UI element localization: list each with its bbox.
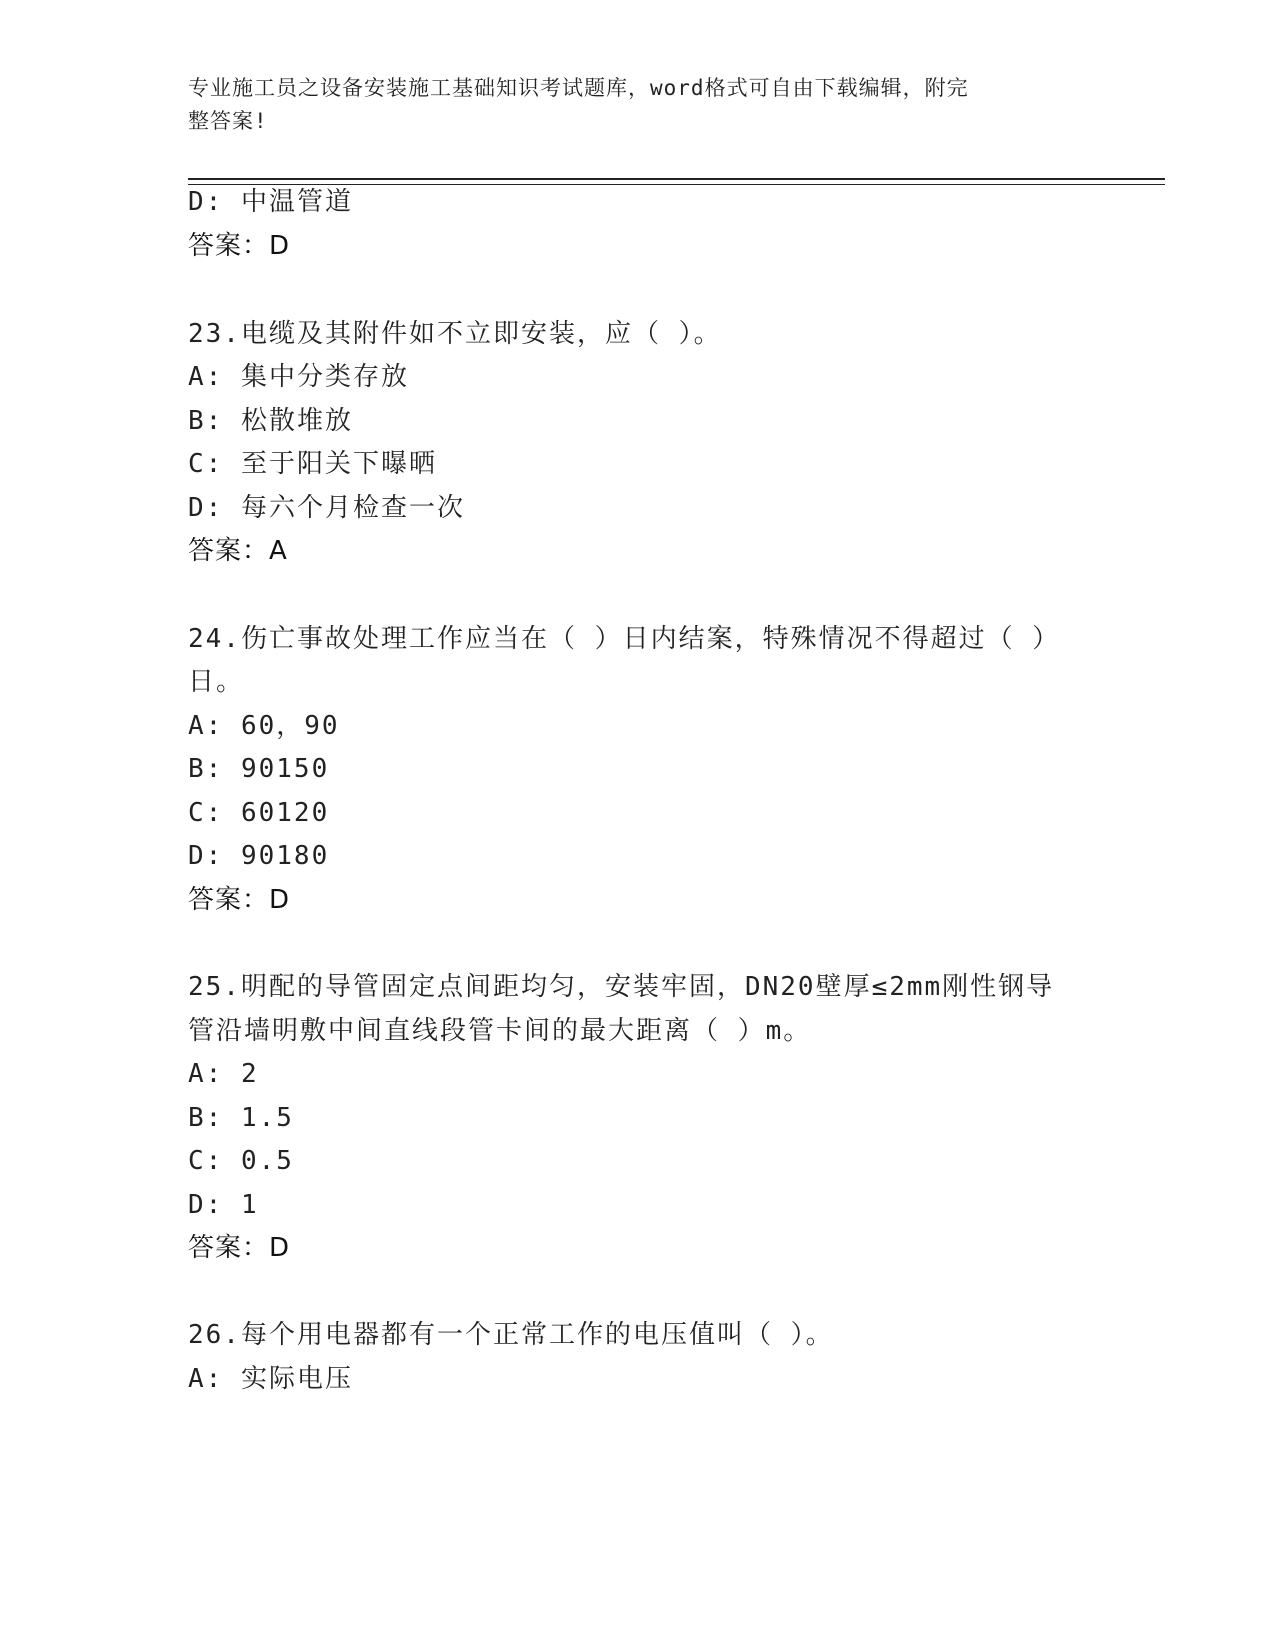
q23-answer: 答案：A [188,536,288,566]
q25-option-b: B: 1.5 [188,1103,294,1133]
q24-option-b: B: 90150 [188,754,330,784]
document-header [188,72,1078,138]
q26-option-a: A: 实际电压 [188,1364,353,1394]
q25-option-c: C: 0.5 [188,1146,294,1176]
header-divider-thick [188,178,1165,180]
q25-option-d: D: 1 [188,1190,259,1220]
q23-option-d: D: 每六个月检查一次 [188,493,465,523]
header-divider-thin [188,184,1165,185]
q25-option-a: A: 2 [188,1059,259,1089]
q24-option-a: A: 60，90 [188,711,340,741]
q23-option-a: A: 集中分类存放 [188,362,409,392]
q25-stem-line-2: 管沿墙明敷中间直线段管卡间的最大距离（ ）m。 [188,1016,812,1046]
q24-option-d: D: 90180 [188,841,330,871]
q25-answer: 答案：D [188,1233,291,1263]
q22-answer: 答案：D [188,231,291,261]
header-title-line-2: 整答案! [188,109,268,133]
q25-stem-line-1: 25.明配的导管固定点间距均匀，安装牢固，DN20壁厚≤2mm刚性钢导 [188,972,1055,1002]
q23-stem: 23.电缆及其附件如不立即安装，应（ ）。 [188,319,722,349]
q23-option-b: B: 松散堆放 [188,406,353,436]
q24-stem-line-1: 24.伤亡事故处理工作应当在（ ）日内结案，特殊情况不得超过（ ） [188,624,1061,654]
q23-option-c: C: 至于阳关下曝晒 [188,449,437,479]
q24-option-c: C: 60120 [188,798,330,828]
header-title-line-1: 专业施工员之设备安装施工基础知识考试题库，word格式可自由下载编辑，附完 [188,76,969,100]
q24-answer: 答案：D [188,885,291,915]
q22-option-d: D: 中温管道 [188,187,353,217]
q26-stem: 26.每个用电器都有一个正常工作的电压值叫（ ）。 [188,1320,834,1350]
q24-stem-line-2: 日。 [188,667,245,697]
